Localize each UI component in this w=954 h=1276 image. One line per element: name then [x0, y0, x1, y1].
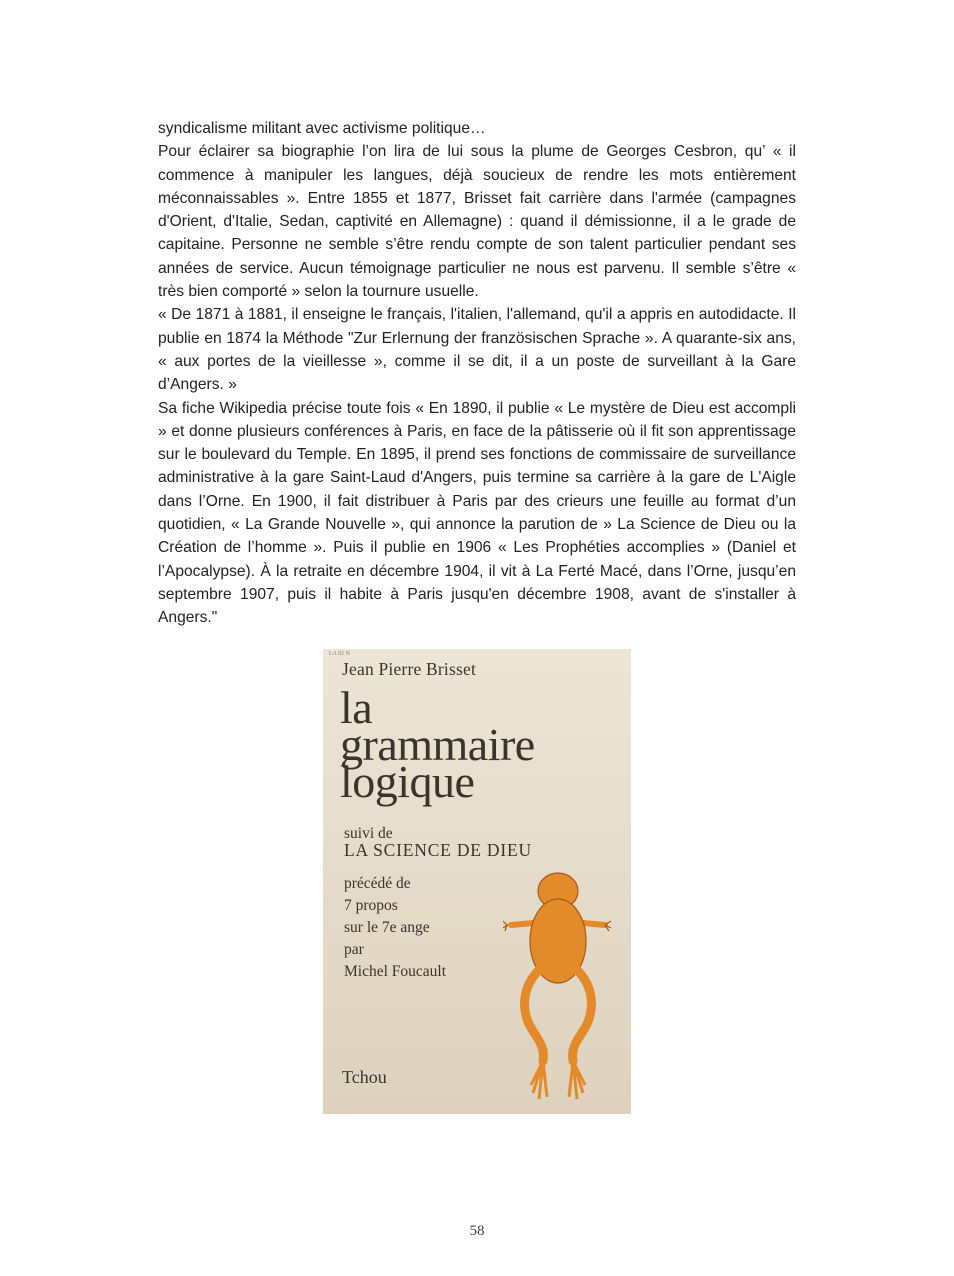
cover-preface-line-5: Michel Foucault [344, 963, 447, 980]
cover-subtitle-1: suivi de [344, 825, 393, 842]
cover-preface-line-1: précédé de [344, 875, 411, 892]
paragraph-3: « De 1871 à 1881, il enseigne le français, l'italien, l'allemand, qu'il a appris en autodidacte. Il publie en 1874 la Méthode "Zur Erlernung der französischen Sprache ». A quarante-six ans, « aux portes de la vieillesse », comme il se dit, il a un poste de surveillant à la Gare d’Angers. » [158, 306, 796, 394]
paragraph-1: syndicalisme militant avec activisme politique… [158, 120, 486, 137]
cover-subtitle-2: LA SCIENCE DE DIEU [344, 840, 532, 860]
cover-author: Jean Pierre Brisset [342, 659, 477, 679]
page-number: 58 [469, 1223, 485, 1239]
paragraph-2: Pour éclairer sa biographie l’on lira de lui sous la plume de Georges Cesbron, qu’ « il commence à manipuler les langues, déjà soucieux de rendre les mots entièrement méconnaissables ». Entre 1855 et 1877, Brisset fait carrière dans l'armée (campagnes d'Orient, d'Italie, Sedan, captivité en Allemagne) : quand il démissionne, il a le grade de capitaine. Personne ne semble s’être rendu compte de son talent particulier pendant ses années de service. Aucun témoignage particulier ne nous est parvenu. Il semble s’être « très bien comporté » selon la tournure usuelle. [158, 143, 796, 301]
cover-tiny-mark: LA 02 N [329, 651, 350, 657]
paragraph-4: Sa fiche Wikipedia précise toute fois « En 1890, il publie « Le mystère de Dieu est accompli » et donne plusieurs conférences à Paris, en face de la pâtisserie où il fit son apprentissage sur le boulevard du Temple. En 1895, il prend ses fonctions de commissaire de surveillance administrative à la gare Saint-Laud d'Angers, puis termine sa carrière à la gare de L'Aigle dans l’Orne. En 1900, il fait distribuer à Paris par des crieurs une feuille au format d’un quotidien, « La Grande Nouvelle », qui annonce la parution de » La Science de Dieu ou la Création de l’homme ». Puis il publie en 1906 « Les Prophéties accomplies » (Daniel et l’Apocalypse). À la retraite en décembre 1904, il vit à La Ferté Macé, dans l’Orne, jusqu’en septembre 1907, puis il habite à Paris jusqu'en décembre 1908, avant de s'installer à Angers." [158, 399, 796, 627]
cover-publisher: Tchou [342, 1067, 387, 1087]
cover-preface-line-2: 7 propos [344, 897, 398, 914]
cover-preface-line-4: par [344, 941, 364, 958]
cover-preface-line-3: sur le 7e ange [344, 919, 430, 936]
body-text [158, 117, 796, 630]
book-cover-image [323, 649, 631, 1114]
cover-title-line-2: grammaire [340, 719, 535, 770]
cover-title-line-3: logique [340, 756, 475, 807]
cover-title-line-1: la [340, 682, 373, 733]
frog-illustration [503, 871, 613, 1107]
